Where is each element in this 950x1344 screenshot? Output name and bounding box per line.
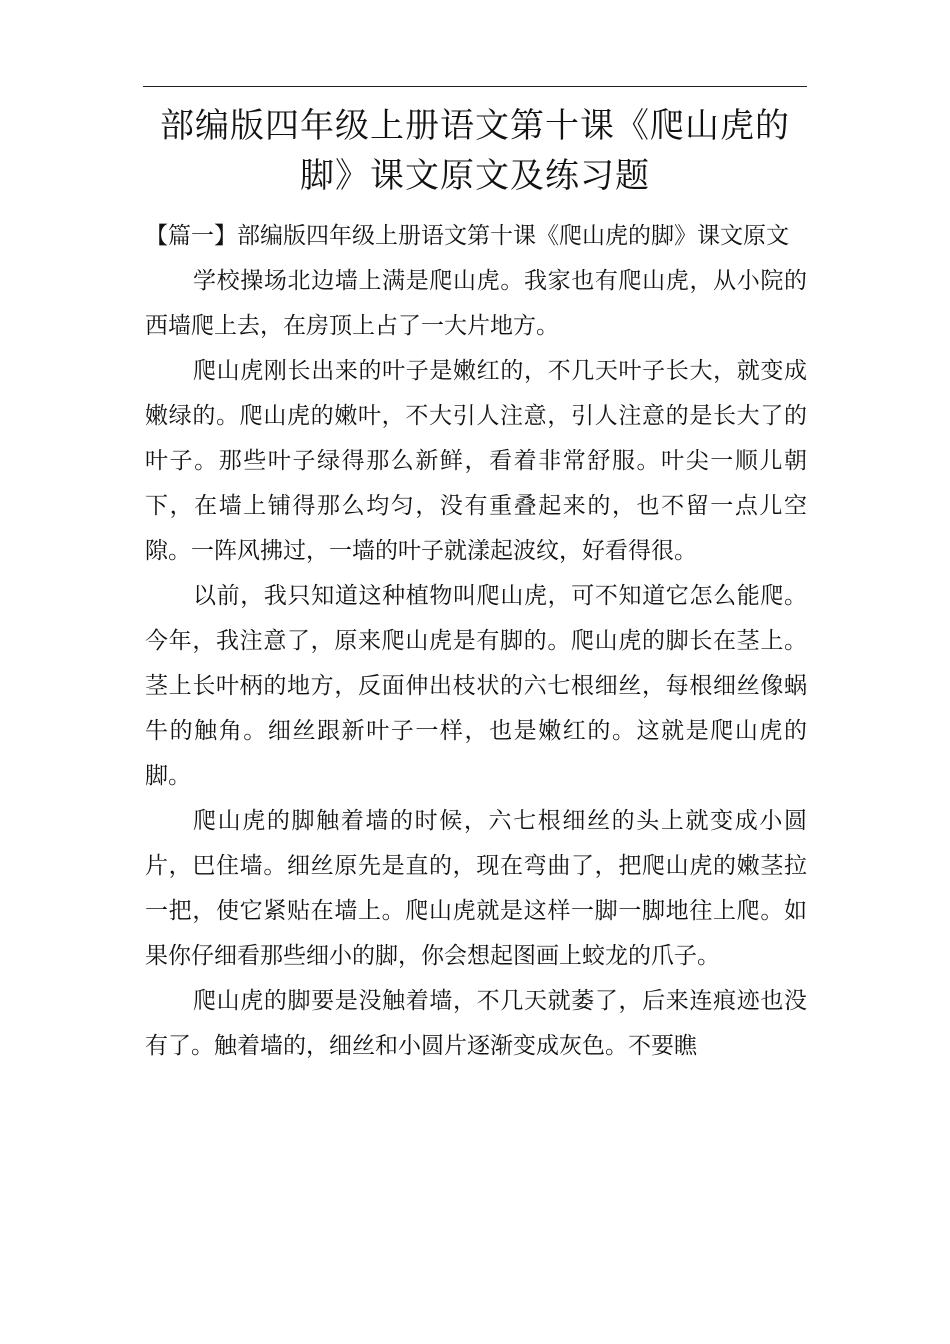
paragraph-1: 学校操场北边墙上满是爬山虎。我家也有爬山虎，从小院的西墙爬上去，在房顶上占了一大片地方。	[145, 268, 807, 339]
section-heading: 【篇一】部编版四年级上册语文第十课《爬山虎的脚》课文原文	[145, 223, 789, 249]
document-title: 部编版四年级上册语文第十课《爬山虎的脚》课文原文及练习题	[160, 106, 790, 196]
paragraph-4: 爬山虎的脚触着墙的时候，六七根细丝的头上就变成小圆片，巴住墙。细丝原先是直的，现在弯曲了，把爬山虎的嫩茎拉一把，使它紧贴在墙上。爬山虎就是这样一脚一脚地往上爬。如果你仔细看那些细小的脚，你会想起图画上蛟龙的爪子。	[145, 808, 807, 969]
paragraph-2: 爬山虎刚长出来的叶子是嫩红的，不几天叶子长大，就变成嫩绿的。爬山虎的嫩叶，不大引人注意，引人注意的是长大了的叶子。那些叶子绿得那么新鲜，看着非常舒服。叶尖一顺儿朝下，在墙上铺得那么均匀，没有重叠起来的，也不留一点儿空隙。一阵风拂过，一墙的叶子就漾起波纹，好看得很。	[145, 358, 807, 564]
document-body	[145, 214, 807, 1069]
paragraph-5: 爬山虎的脚要是没触着墙，不几天就萎了，后来连痕迹也没有了。触着墙的，细丝和小圆片逐渐变成灰色。不要瞧	[145, 988, 807, 1059]
paragraph-3: 以前，我只知道这种植物叫爬山虎，可不知道它怎么能爬。今年，我注意了，原来爬山虎是有脚的。爬山虎的脚长在茎上。茎上长叶柄的地方，反面伸出枝状的六七根细丝，每根细丝像蜗牛的触角。细丝跟新叶子一样，也是嫩红的。这就是爬山虎的脚。	[145, 583, 807, 789]
header-rule	[143, 86, 807, 87]
